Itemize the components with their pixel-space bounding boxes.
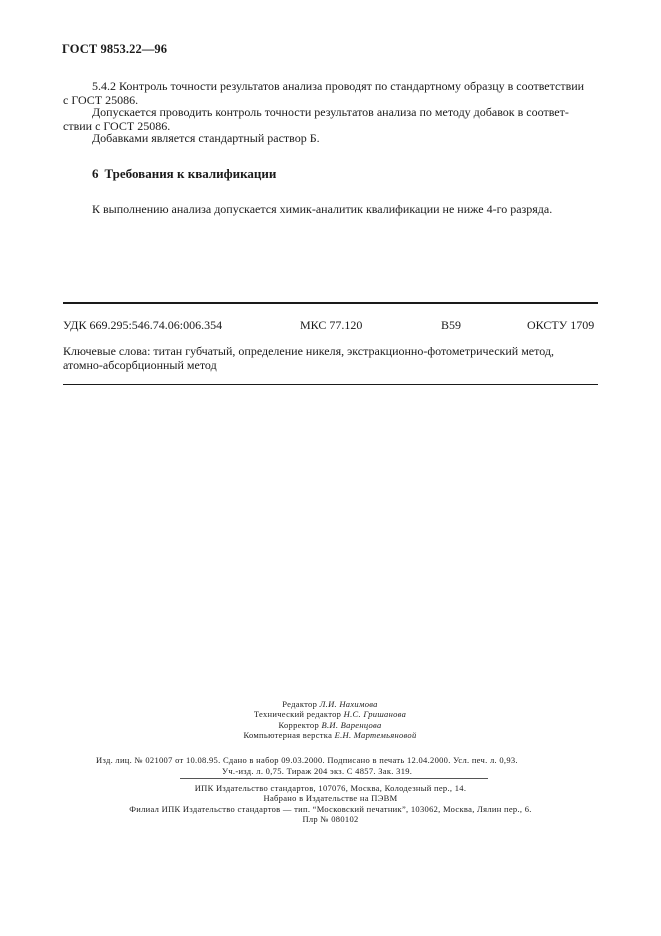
editor-label: Редактор [282, 699, 318, 709]
paragraph-5-4-2-line2: с ГОСТ 25086. [63, 93, 139, 107]
imprint-layout [180, 730, 480, 740]
section-6-number: 6 [92, 166, 99, 181]
paragraph-5-4-2-line1: 5.4.2 Контроль точности результатов анализа проводят по стандартному образцу в соответствии [92, 79, 585, 93]
publisher-block [63, 783, 598, 824]
license-line-2: Уч.-изд. л. 0,75. Тираж 204 экз. С 4857. Зак. 319. [222, 766, 413, 776]
paragraph-additions-line2: ствии с ГОСТ 25086. [63, 119, 171, 133]
paragraph-5-4-2 [63, 79, 598, 107]
paragraph-additions-method [63, 105, 598, 133]
corrector-name: В.И. Варенцова [321, 719, 382, 730]
group-code: В59 [441, 318, 462, 332]
okstu-code: ОКСТУ 1709 [527, 318, 595, 332]
imprint-tech-editor [180, 709, 480, 719]
page-header-title: ГОСТ 9853.22—96 [62, 42, 168, 56]
paragraph-additives: Добавками является стандартный раствор Б. [92, 131, 320, 145]
layout-label: Компьютерная верстка [243, 729, 333, 740]
keywords [63, 344, 598, 372]
keywords-line2: атомно-абсорбционный метод [63, 358, 217, 372]
section-6-text: К выполнению анализа допускается химик-аналитик квалификации не ниже 4-го разряда. [92, 202, 553, 216]
mks-code: МКС 77.120 [300, 318, 363, 332]
layout-name: Е.Н. Мартемьяновой [334, 729, 417, 740]
udk-code: УДК 669.295:546.74.06:006.354 [63, 318, 223, 332]
section-6-heading [92, 166, 276, 182]
paragraph-additions-line1: Допускается проводить контроль точности результатов анализа по методу добавок в соответ- [92, 105, 569, 119]
classification-bottom-rule [63, 384, 598, 385]
publisher-rule [180, 778, 488, 779]
editor-name: Л.И. Нахимова [319, 699, 378, 709]
publisher-line-1: ИПК Издательство стандартов, 107076, Москва, Колодезный пер., 14. [194, 783, 467, 793]
tech-editor-label: Технический редактор [253, 709, 342, 720]
section-6-title: Требования к квалификации [104, 166, 277, 181]
imprint-corrector [180, 720, 480, 730]
license-line-1: Изд. лиц. № 021007 от 10.08.95. Сдано в набор 09.03.2000. Подписано в печать 12.04.2000. Усл. печ. л. 0,93. [96, 755, 518, 765]
classification-top-rule [63, 302, 598, 304]
publisher-line-4: Плр № 080102 [302, 813, 359, 824]
publisher-line-3: Филиал ИПК Издательство стандартов — тип. “Московский печатник”, 103062, Москва, Лялин пер., 6. [129, 803, 532, 814]
imprint-credits [180, 699, 480, 740]
imprint-editor [180, 699, 480, 709]
publisher-line-2: Набрано в Издательстве на ПЭВМ [263, 793, 398, 804]
corrector-label: Корректор [278, 719, 320, 730]
tech-editor-name: Н.С. Гришанова [343, 709, 407, 720]
keywords-line1: Ключевые слова: титан губчатый, определение никеля, экстракционно-фотометрический метод, [63, 344, 554, 358]
